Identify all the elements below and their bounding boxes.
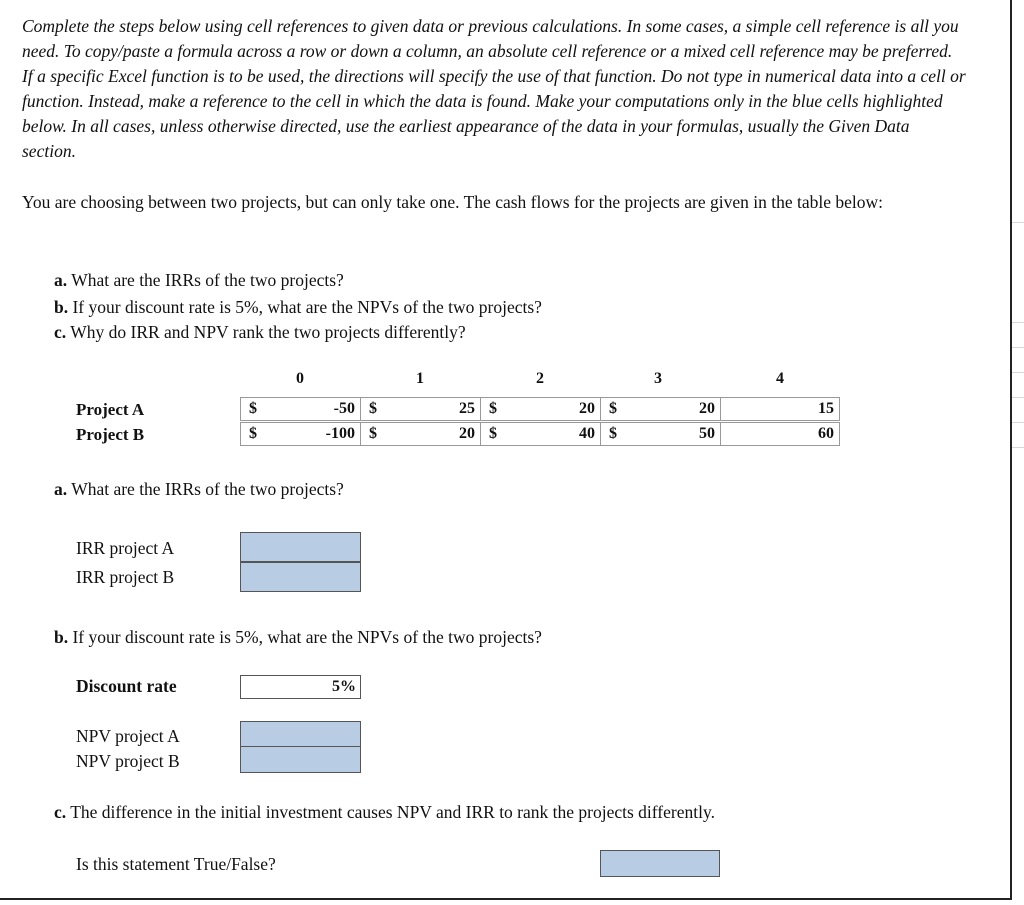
period-header-2: 2 (536, 370, 544, 387)
gridline (1012, 422, 1024, 423)
cash-flow-cell[interactable] (600, 422, 721, 446)
gridline (1012, 222, 1024, 223)
question-letter: b. (54, 297, 69, 317)
question-letter: a. (54, 270, 68, 290)
currency-symbol: $ (609, 425, 617, 442)
npv-a-input[interactable] (240, 721, 361, 747)
cash-flow-value: 15 (818, 400, 834, 417)
question-letter: c. (54, 802, 67, 822)
npv-b-label: NPV project B (76, 751, 180, 771)
cash-flow-value: 40 (579, 425, 595, 442)
question-text: What are the IRRs of the two projects? (71, 479, 344, 499)
gridline (1012, 397, 1024, 398)
project-b-label: Project B (76, 425, 145, 444)
true-false-input[interactable] (600, 850, 720, 877)
cash-flow-cell[interactable] (480, 397, 601, 421)
question-text: The difference in the initial investment causes NPV and IRR to rank the projects differently. (70, 802, 715, 822)
discount-rate-label: Discount rate (76, 676, 177, 696)
discount-rate-cell[interactable]: 5% (240, 675, 361, 699)
question-text: Why do IRR and NPV rank the two projects differently? (70, 322, 466, 342)
question-letter: b. (54, 627, 69, 647)
cash-flow-cell[interactable] (360, 422, 481, 446)
part-b-heading (54, 625, 542, 650)
gridline (1012, 347, 1024, 348)
question-a (54, 268, 344, 293)
currency-symbol: $ (249, 400, 257, 417)
period-header-1: 1 (416, 370, 424, 387)
cash-flow-value: -50 (333, 400, 355, 417)
question-text: What are the IRRs of the two projects? (71, 270, 344, 290)
currency-symbol: $ (369, 425, 377, 442)
gridline (1012, 322, 1024, 323)
question-text: If your discount rate is 5%, what are the NPVs of the two projects? (72, 627, 542, 647)
cash-flow-value: 50 (699, 425, 715, 442)
irr-b-label: IRR project B (76, 567, 175, 587)
cash-flow-value: 25 (459, 400, 475, 417)
cash-flow-value: -100 (325, 425, 355, 442)
question-letter: a. (54, 479, 68, 499)
period-header-3: 3 (654, 370, 662, 387)
cash-flow-value: 60 (818, 425, 834, 442)
part-a-heading (54, 477, 344, 502)
cash-flow-cell[interactable] (720, 422, 840, 446)
period-header-4: 4 (776, 370, 784, 387)
gridline (1012, 372, 1024, 373)
cash-flow-cell[interactable] (240, 422, 361, 446)
cash-flow-value: 20 (699, 400, 715, 417)
irr-a-label: IRR project A (76, 538, 175, 558)
cash-flow-table (240, 397, 840, 447)
currency-symbol: $ (249, 425, 257, 442)
irr-b-input[interactable] (240, 562, 361, 592)
cash-flow-cell[interactable] (480, 422, 601, 446)
period-header-0: 0 (296, 370, 304, 387)
cash-flow-cell[interactable] (240, 397, 361, 421)
true-false-label: Is this statement True/False? (76, 854, 276, 874)
instructions-text: Complete the steps below using cell references to given data or previous calculations. In some cases, a simple cell reference is all you need. To copy/paste a formula across a row or down a column, an absolute cell reference or a mixed cell reference may be preferred. If a specific Excel function is to be used, the directions will specify the use of that function. Do not type in numerical data into a cell or function. Instead, make a reference to the cell in which the data is found. Make your computations only in the blue cells highlighted below. In all cases, unless otherwise directed, use the earliest appearance of the data in your formulas, usually the Given Data section. (22, 16, 966, 161)
part-c-heading (54, 800, 715, 825)
currency-symbol: $ (609, 400, 617, 417)
irr-a-input[interactable] (240, 532, 361, 562)
question-letter: c. (54, 322, 67, 342)
problem-statement: You are choosing between two projects, but can only take one. The cash flows for the projects are given in the table below: (22, 192, 883, 212)
question-c (54, 320, 466, 345)
question-b (54, 295, 542, 320)
currency-symbol: $ (369, 400, 377, 417)
project-a-label: Project A (76, 400, 145, 419)
npv-b-input[interactable] (240, 746, 361, 773)
question-text: If your discount rate is 5%, what are the NPVs of the two projects? (72, 297, 542, 317)
cash-flow-value: 20 (459, 425, 475, 442)
cash-flow-cell[interactable] (360, 397, 481, 421)
cash-flow-value: 20 (579, 400, 595, 417)
gridline (1012, 447, 1024, 448)
cash-flow-cell[interactable] (600, 397, 721, 421)
currency-symbol: $ (489, 425, 497, 442)
cash-flow-cell[interactable] (720, 397, 840, 421)
npv-a-label: NPV project A (76, 726, 180, 746)
currency-symbol: $ (489, 400, 497, 417)
